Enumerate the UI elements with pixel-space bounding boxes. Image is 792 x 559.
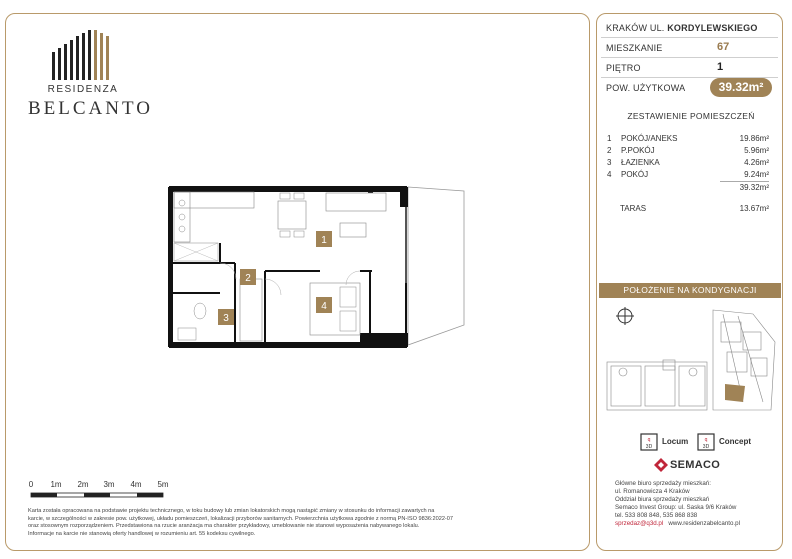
- apartment-location-highlight: [725, 384, 745, 402]
- disclaimer-text: Karta została opracowana na podstawie projektu technicznego, w toku budowy lub zmian lokatorskich mogą nastąpić zmiany w stosunku do informacji zawartych na karcie, w szczególności w zakresie pow. użytkowej, układu pomieszczeń, lokalizacji przyborów sanitarnych. Powierzchnia użytkowa zgodnie z normą PN-ISO 9836:2022-07 oraz stosownym rozporządzeniem. Przedstawiona na rzucie aranżacja ma charakter przykładowy, umeblowanie nie stanowi wyposażenia nabywanego lokalu. Informacje na karcie nie stanowią oferty handlowej w rozumieniu art. 55 kodeksu cywilnego.: [28, 508, 454, 537]
- room-row: 4 POKÓJ 9.24m²: [607, 170, 769, 179]
- compass-icon: [616, 307, 634, 325]
- scale-label-4m: 4m: [130, 480, 142, 489]
- logo-bars-icon: [48, 30, 118, 80]
- plan-label-3: 3: [223, 313, 229, 324]
- scale-label-5m: 5m: [157, 480, 169, 489]
- scale-bar: [28, 480, 188, 504]
- location-street: KORDYLEWSKIEGO: [667, 23, 758, 33]
- rooms-summary-title: ZESTAWIENIE POMIESZCZEŃ: [627, 111, 755, 121]
- room-row: 1 POKÓJ/ANEKS 19.86m²: [607, 134, 769, 143]
- svg-text:3D: 3D: [702, 444, 710, 450]
- usable-area-label: POW. UŻYTKOWA: [606, 83, 686, 93]
- room-row: 3 ŁAZIENKA 4.26m²: [607, 158, 769, 167]
- svg-text:3D: 3D: [645, 444, 653, 450]
- logo-title: BELCANTO: [28, 98, 153, 119]
- rooms-total: 39.32m²: [720, 181, 769, 192]
- contact-info: Główne biuro sprzedaży mieszkań: ul. Romanowicza 4 Kraków Oddział biura sprzedaży mieszkań Semaco Invest Group: ul. Saska 9/6 Kraków tel. 533 808 848, 535 868 838 sprzedaz@q3d.pl www.residenzabelcanto.pl: [615, 480, 740, 527]
- room-label-3: [218, 309, 234, 325]
- floor-label: PIĘTRO: [606, 63, 641, 73]
- scale-label-2m: 2m: [77, 480, 89, 489]
- plan-label-2: 2: [245, 273, 251, 284]
- location-row: [606, 23, 758, 33]
- terrace-area: 13.67m²: [739, 204, 769, 213]
- location-prefix: KRAKÓW UL.: [606, 23, 665, 33]
- room-label-2: [240, 269, 256, 285]
- q3d-locum-logo: q 3D Locum: [640, 433, 690, 451]
- semaco-icon: [654, 458, 668, 472]
- room-label-1: [316, 231, 332, 247]
- apartment-label: MIESZKANIE: [606, 43, 663, 53]
- usable-area-badge: 39.32m²: [710, 78, 772, 97]
- floor-position-header: POŁOŻENIE NA KONDYGNACJI: [599, 283, 781, 298]
- scale-label-1m: 1m: [50, 480, 62, 489]
- plan-label-4: 4: [321, 301, 327, 312]
- room-label-4: [316, 297, 332, 313]
- scale-label-3m: 3m: [103, 480, 115, 489]
- terrace-name: TARAS: [620, 204, 647, 213]
- contact-email-link[interactable]: sprzedaz@q3d.pl: [615, 520, 664, 527]
- floor-position-map: [603, 302, 779, 414]
- semaco-logo: SEMACO: [654, 457, 734, 475]
- q3d-logo-icon: [697, 433, 715, 451]
- svg-text:q: q: [647, 437, 651, 443]
- floor-number: 1: [717, 61, 724, 73]
- terrace-row: [620, 204, 769, 213]
- apartment-number: 67: [717, 41, 730, 53]
- website-link[interactable]: www.residenzabelcanto.pl: [668, 520, 740, 527]
- plan-label-1: 1: [321, 235, 327, 246]
- svg-text:q: q: [704, 437, 708, 443]
- scale-ruler: [28, 492, 168, 500]
- logo-subtitle: RESIDENZA: [47, 84, 119, 95]
- scale-label-0: 0: [28, 480, 34, 489]
- terrace-outline: [408, 187, 464, 345]
- floor-plan: [160, 183, 480, 353]
- q3d-concept-logo: q 3D Concept: [697, 433, 767, 451]
- room-row: 2 P.POKÓJ 5.96m²: [607, 146, 769, 155]
- q3d-logo-icon: [640, 433, 658, 451]
